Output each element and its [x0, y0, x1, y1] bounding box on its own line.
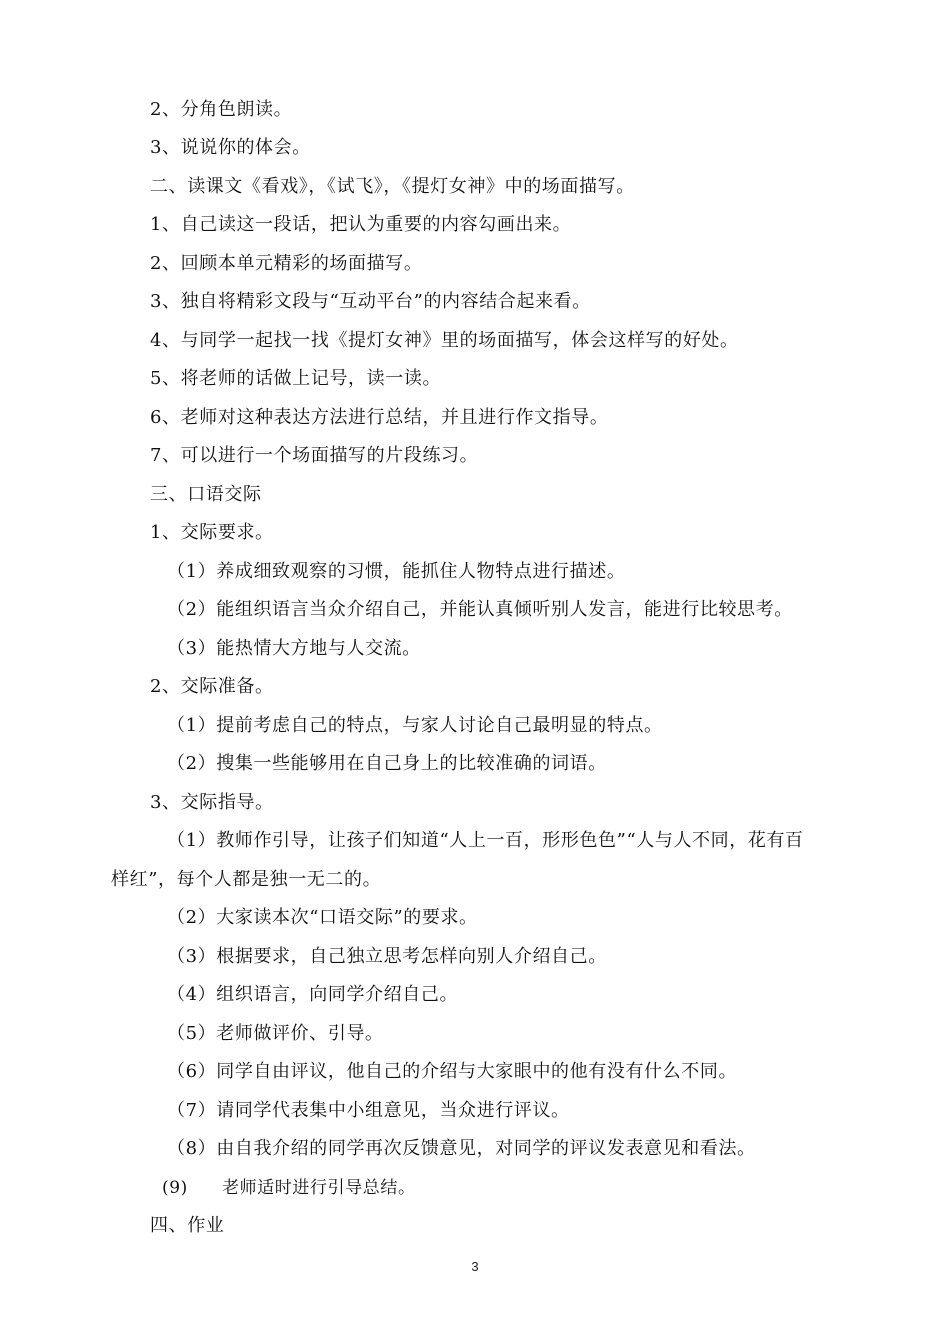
item-number: (9) [162, 1178, 188, 1198]
text-line: 2、回顾本单元精彩的场面描写。 [150, 253, 423, 274]
page-number: 3 [471, 1259, 479, 1274]
text-line: 6、老师对这种表达方法进行总结，并且进行作文指导。 [150, 407, 609, 428]
text-line: （3）能热情大方地与人交流。 [167, 638, 421, 659]
text-line: （1）养成细致观察的习惯，能抓住人物特点进行描述。 [167, 561, 626, 582]
text-line: （7）请同学代表集中小组意见，当众进行评议。 [167, 1100, 570, 1121]
text-line: 2、交际准备。 [150, 676, 274, 697]
text-line: 3、交际指导。 [150, 792, 274, 813]
text-line: （4）组织语言，向同学介绍自己。 [167, 984, 459, 1005]
text-line: （3）根据要求，自己独立思考怎样向别人介绍自己。 [167, 946, 607, 967]
text-line: （1）教师作引导，让孩子们知道“人上一百，形形色色”“人与人不同，花有百 [167, 830, 804, 851]
text-line: 7、可以进行一个场面描写的片段练习。 [150, 445, 479, 466]
text-line: 样红”，每个人都是独一无二的。 [111, 869, 382, 890]
text-line: （2）大家读本次“口语交际”的要求。 [167, 907, 478, 928]
section-heading: 三、口语交际 [150, 484, 262, 505]
text-line: 3、独自将精彩文段与“互动平台”的内容结合起来看。 [150, 291, 591, 312]
text-line: （8）由自我介绍的同学再次反馈意见，对同学的评议发表意见和看法。 [167, 1138, 756, 1159]
text-line: （2）搜集一些能够用在自己身上的比较准确的词语。 [167, 753, 607, 774]
text-line: （6）同学自由评议，他自己的介绍与大家眼中的他有没有什么不同。 [167, 1061, 738, 1082]
text-line: 2、分角色朗读。 [150, 99, 293, 120]
text-line: 1、交际要求。 [150, 522, 274, 543]
section-heading: 四、作业 [150, 1215, 225, 1236]
text-line: （1）提前考虑自己的特点，与家人讨论自己最明显的特点。 [167, 715, 663, 736]
text-line: 5、将老师的话做上记号，读一读。 [150, 368, 442, 389]
text-line: （2）能组织语言当众介绍自己，并能认真倾听别人发言，能进行比较思考。 [167, 599, 793, 620]
text-line: 3、说说你的体会。 [150, 137, 311, 158]
text-line: （5）老师做评价、引导。 [167, 1023, 384, 1044]
text-line: 4、与同学一起找一找《提灯女神》里的场面描写，体会这样写的好处。 [150, 330, 739, 351]
section-heading: 二、读课文《看戏》，《试飞》，《提灯女神》中的场面描写。 [150, 176, 635, 197]
text-line: 1、自己读这一段话，把认为重要的内容勾画出来。 [150, 214, 572, 235]
text-line [162, 1176, 416, 1200]
item-text: 老师适时进行引导总结。 [222, 1178, 416, 1198]
